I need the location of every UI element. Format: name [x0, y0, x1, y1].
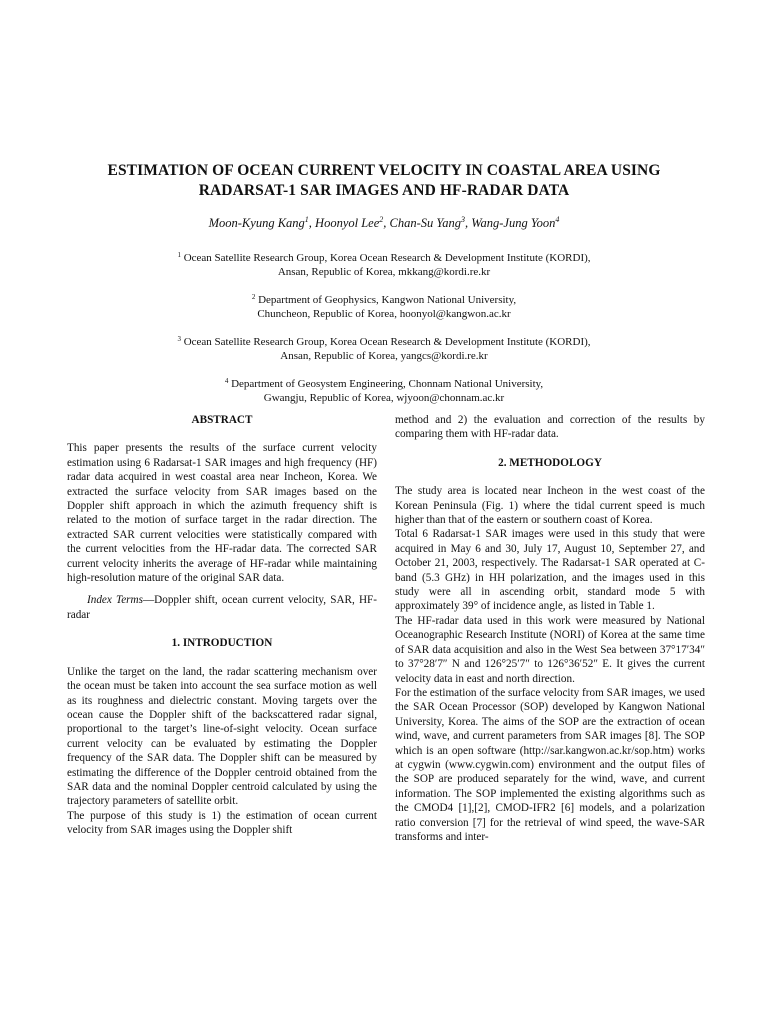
- author-name: Hoonyol Lee: [315, 216, 380, 230]
- introduction-heading: 1. INTRODUCTION: [171, 637, 273, 650]
- methodology-paragraph-2: Total 6 Radarsat-1 SAR images were used in this study that were acquired in May 6 and 30, July 17, August 10, September 27, and October 21, 2003, respectively. The Radarsat-1 SAR operated at C-band (5.3 GHz) in HH polarization, and the images used in this study were all in ascending orbit, standard mode 5 with approximately 39° of incidence angle, as listed in Table 1.: [395, 528, 705, 613]
- author-superscript: 1: [304, 215, 309, 224]
- author-name: Moon-Kyung Kang: [208, 216, 305, 230]
- right-column: [395, 413, 705, 844]
- affiliation-address: Ansan, Republic of Korea, mkkang@kordi.re.kr: [277, 266, 491, 278]
- affiliation-number: 4: [224, 377, 229, 385]
- index-terms-label: Index Terms: [87, 594, 143, 607]
- affiliation-text: Ocean Satellite Research Group, Korea Ocean Research & Development Institute (KORDI),: [183, 336, 591, 348]
- introduction-paragraph-2-continued: method and 2) the evaluation and correction of the results by comparing them with HF-radar data.: [395, 414, 705, 441]
- introduction-paragraph-1: Unlike the target on the land, the radar scattering mechanism over the ocean must be taken into account the sea surface motion as well as its roughness and dielectric constant. Moving targets over the ocean cause the Doppler shift of the backscattered radar signal, proportional to the target’s line-of-sight velocity. Ocean surface current velocity can be evaluated by estimating the Doppler frequency of the SAR data. The Doppler shift can be measured by estimating the difference of the Doppler centroid obtained from the SAR data and the nominal Doppler centroid calculated by using the trajectory parameters of satellite orbit.: [67, 665, 377, 808]
- index-terms-dash: —: [142, 594, 155, 607]
- affiliation-4: [40, 374, 728, 405]
- methodology-paragraph-4: For the estimation of the surface velocity from SAR images, we used the SAR Ocean Processor (SOP) developed by Kangwon National University, Korea. The aims of the SOP are the extraction of ocean wind, wave, and current parameters from SAR images [8]. The SOP which is an open software (http://sar.kangwon.ac.kr/sop.htm) works at cygwin (www.cygwin.com) environment and the output files of the SOP are produced separately for the wind, wave, and current information. The SOP implemented the existing algorithms such as the CMOD4 [1],[2], CMOD-IFR2 [6] models, and a polarization ratio conversion [7] for the retrieval of wind speed, the wave-SAR transforms and inter-: [395, 686, 705, 843]
- author-superscript: 4: [555, 215, 560, 224]
- affiliation-1: [40, 248, 728, 279]
- author-name: Wang-Jung Yoon: [471, 216, 556, 230]
- methodology-paragraph-3: The HF-radar data used in this work were measured by National Oceanographic Research Institute (NORI) of Korea at the same time of SAR data acquisition and also in the West Sea between 37°17′34″ to 37°28′7″ N and 126°25′7″ to 126°36′52″ E. It gives the current velocity data in east and north direction.: [395, 614, 705, 685]
- affiliation-line: [40, 374, 728, 391]
- affiliation-line: [40, 248, 728, 265]
- affiliation-address: Ansan, Republic of Korea, yangcs@kordi.re.kr: [280, 350, 488, 362]
- affiliation-line: [40, 290, 728, 307]
- abstract-heading: ABSTRACT: [191, 414, 253, 426]
- affiliation-line: [40, 332, 728, 349]
- author-separator: ,: [308, 216, 316, 230]
- left-column: [67, 413, 377, 838]
- paper-title: [40, 161, 728, 201]
- affiliation-text: Ocean Satellite Research Group, Korea Ocean Research & Development Institute (KORDI),: [183, 252, 591, 264]
- affiliation-number: 1: [177, 251, 181, 259]
- affiliation-text: Department of Geophysics, Kangwon National University,: [258, 294, 517, 306]
- author-name: Chan-Su Yang: [389, 216, 461, 230]
- affiliation-number: 3: [177, 335, 181, 343]
- introduction-paragraph-2: The purpose of this study is 1) the estimation of ocean current velocity from SAR images using the Doppler shift: [67, 809, 377, 837]
- methodology-heading: 2. METHODOLOGY: [498, 456, 602, 469]
- author-separator: ,: [464, 216, 472, 230]
- author-superscript: 3: [460, 215, 465, 224]
- title-line-2: RADARSAT-1 SAR IMAGES AND HF-RADAR DATA: [198, 182, 570, 199]
- affiliation-3: [40, 332, 728, 363]
- index-terms: [67, 593, 377, 622]
- author-superscript: 2: [379, 215, 384, 224]
- affiliation-address: Chuncheon, Republic of Korea, hoonyol@kangwon.ac.kr: [257, 308, 511, 320]
- author-separator: ,: [383, 216, 390, 230]
- methodology-paragraph-1: The study area is located near Incheon in the west coast of the Korean Peninsula (Fig. 1) where the tidal current speed is much higher than that of the eastern or southern coast of Korea.: [395, 485, 705, 527]
- author-list: [40, 212, 728, 231]
- affiliation-number: 2: [251, 293, 256, 301]
- abstract-text: This paper presents the results of the surface current velocity estimation using 6 Radarsat-1 SAR images and high frequency (HF) radar data acquired in west coastal area near Incheon, Korea. We extracted the surface velocity from SAR images based on the Doppler shift approach in which the azimuth frequency shift is related to the motion of surface target in the radar direction. The extracted SAR current velocities were statistically compared with the current velocities from the HF-radar data. The corrected SAR current velocity inherits the average of HF-radar while maintaining high-resolution mature of the original SAR data.: [67, 442, 377, 585]
- index-terms-text: Doppler shift, ocean current velocity, SAR, HF-radar: [67, 594, 377, 621]
- affiliation-address: Gwangju, Republic of Korea, wjyoon@chonnam.ac.kr: [263, 392, 505, 404]
- title-line-1: ESTIMATION OF OCEAN CURRENT VELOCITY IN COASTAL AREA USING: [107, 162, 661, 179]
- affiliation-text: Department of Geosystem Engineering, Chonnam National University,: [231, 378, 544, 390]
- affiliation-2: [40, 290, 728, 321]
